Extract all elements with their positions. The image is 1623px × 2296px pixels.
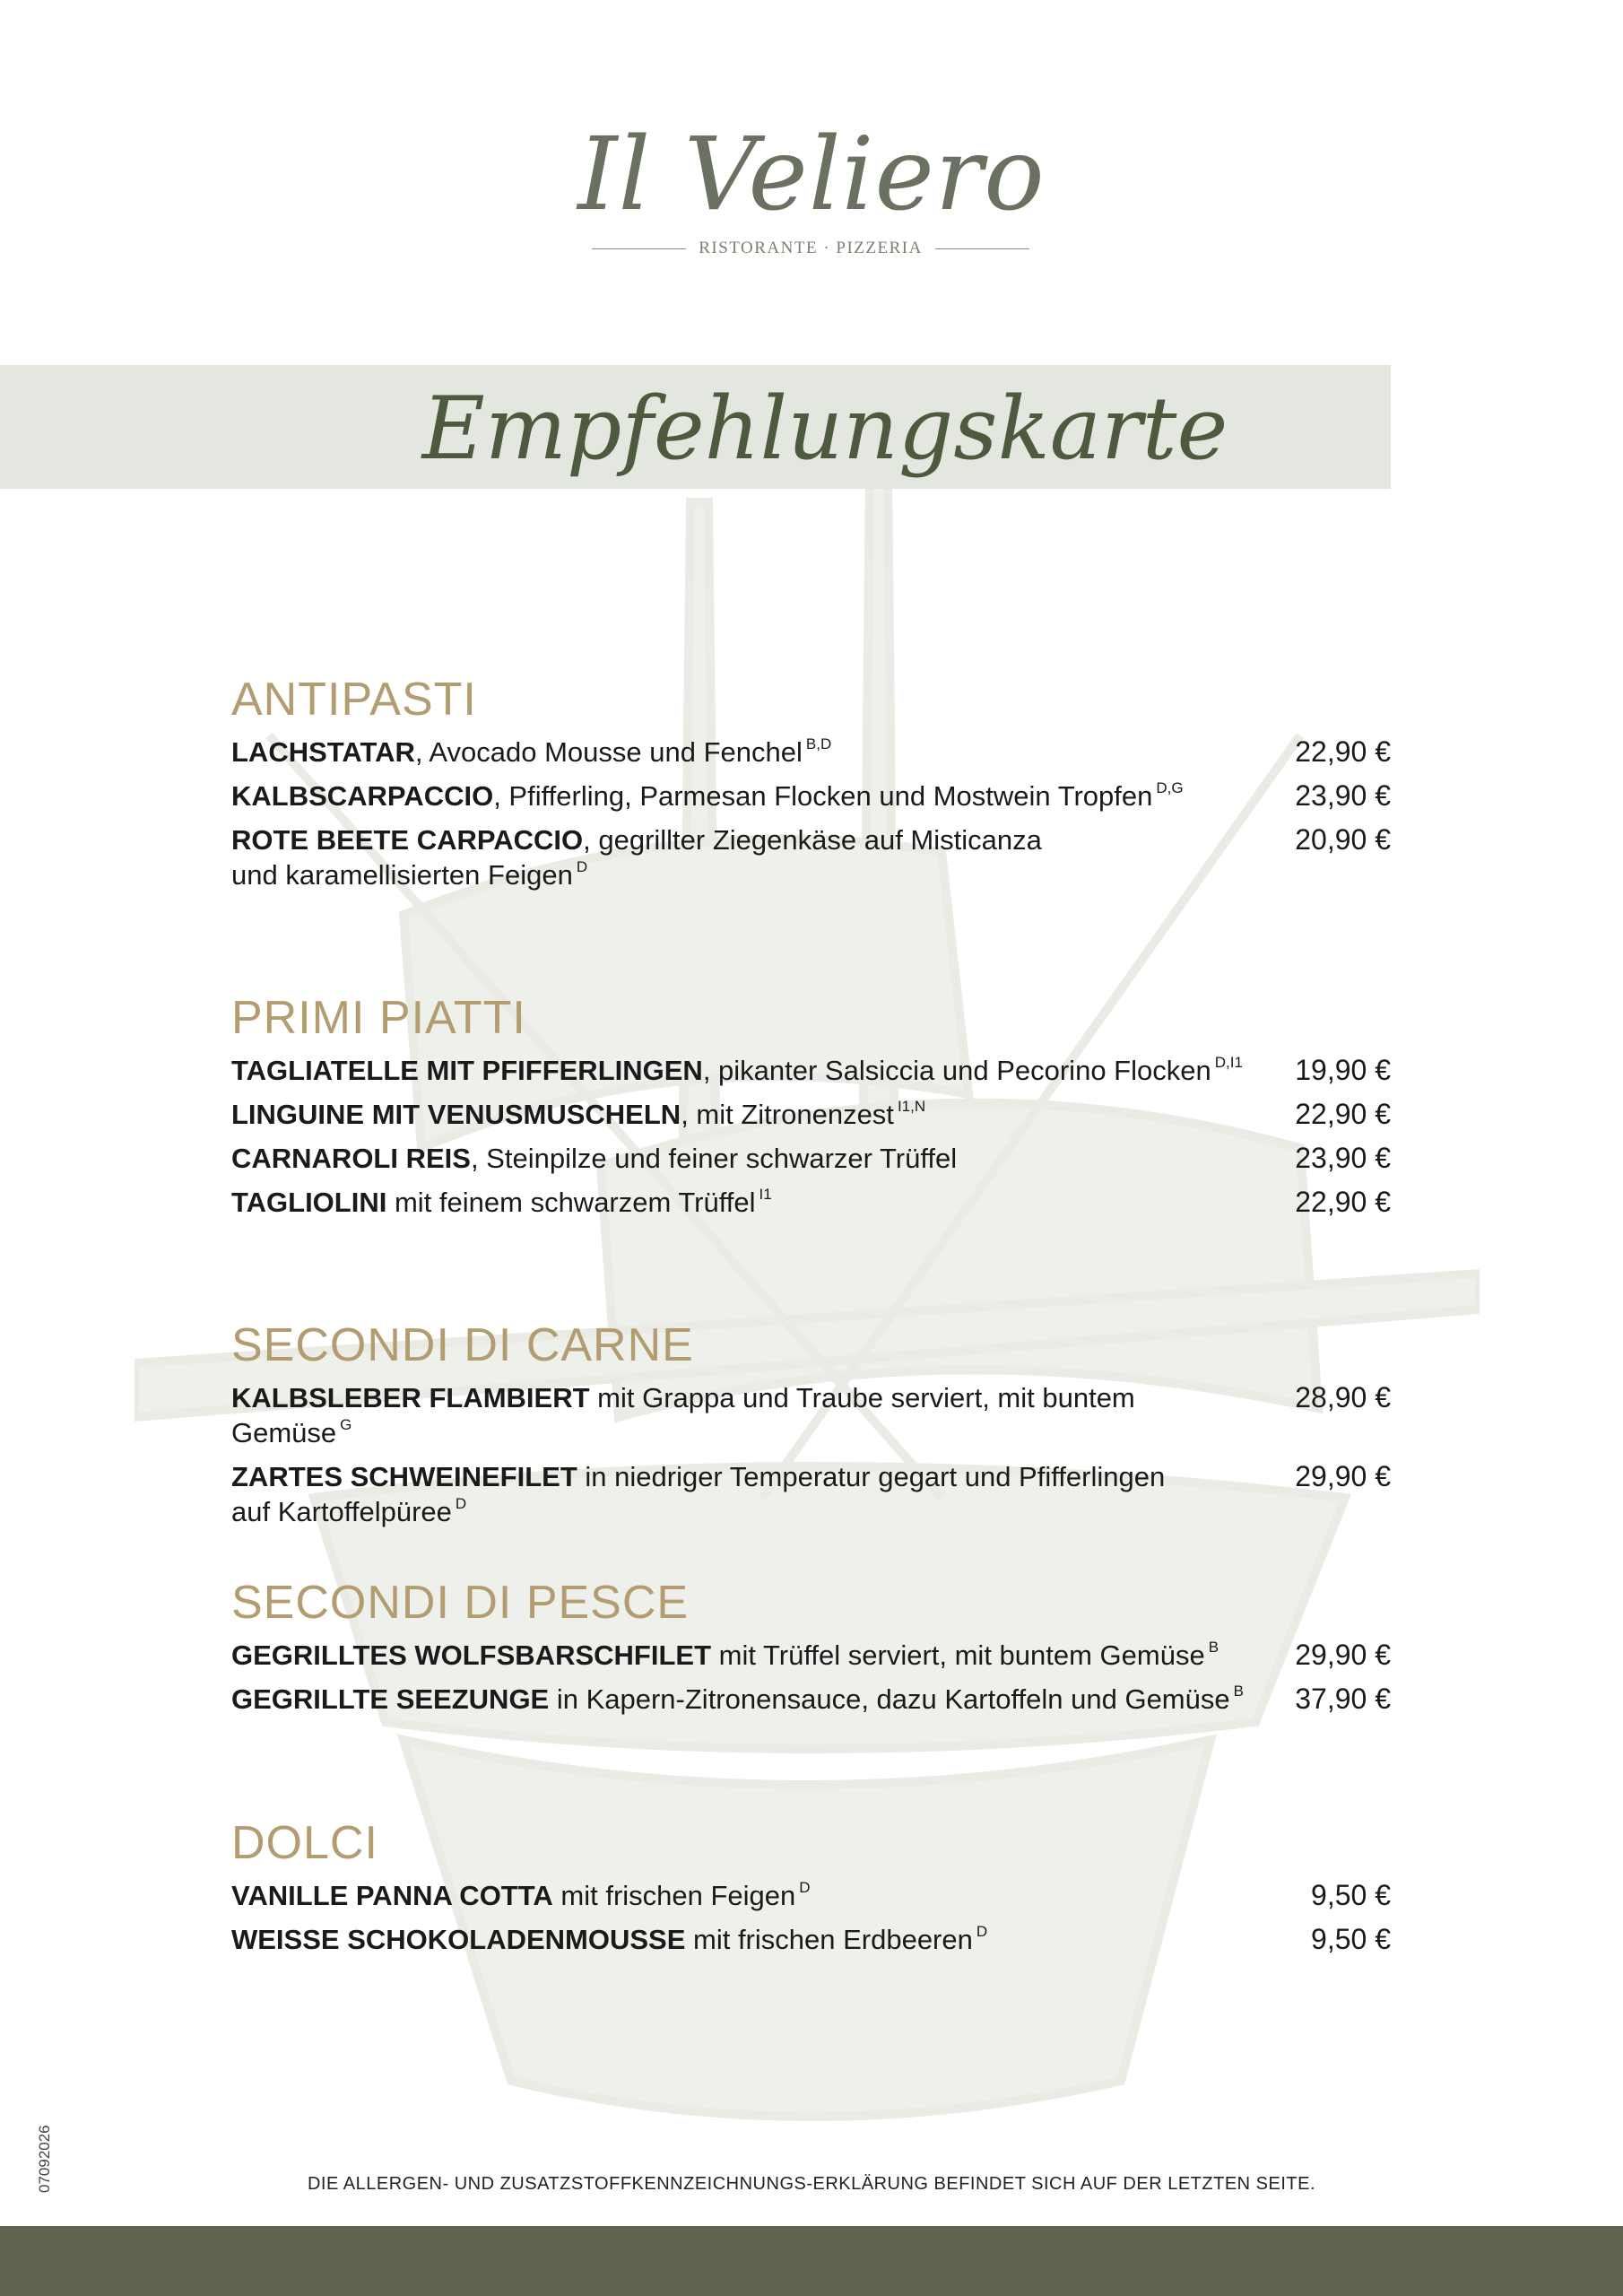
menu-item-list: [231, 1878, 1391, 1957]
menu-item-list: [231, 1638, 1391, 1717]
menu-item: [231, 822, 1391, 892]
allergen-codes: B: [1208, 1639, 1219, 1656]
dish-description: mit frischen Feigen: [552, 1880, 796, 1911]
menu-item: [231, 735, 1391, 770]
menu-item: [231, 1185, 1391, 1220]
bottom-bar: [0, 2226, 1623, 2296]
dish-description: mit frischen Erdbeeren: [685, 1924, 973, 1955]
menu-item: [231, 1922, 1391, 1957]
menu-item-text: [231, 778, 1245, 813]
section-title: SECONDI DI CARNE: [231, 1319, 694, 1371]
dish-description: , Avocado Mousse und Fenchel: [414, 736, 803, 768]
menu-section: [231, 1314, 1391, 1538]
allergen-codes: B,D: [805, 735, 832, 752]
dish-description: mit Grappa und Traube serviert, mit buntem Gemüse: [231, 1382, 1135, 1448]
menu-item-text: [231, 1878, 1245, 1913]
allergen-codes: I1: [759, 1186, 772, 1203]
dish-price: 9,50 €: [1311, 1923, 1391, 1955]
menu-item-text: [231, 1682, 1245, 1717]
dish-price: 28,90 €: [1295, 1381, 1391, 1413]
allergen-codes: I1,N: [897, 1098, 926, 1115]
menu-section: [231, 1571, 1391, 1726]
menu-item-text: [231, 1185, 1245, 1220]
menu-item: [231, 1053, 1391, 1088]
menu-item: [231, 1459, 1391, 1529]
dish-price: 20,90 €: [1295, 823, 1391, 856]
menu-item-text: [231, 735, 1245, 770]
allergen-codes: D: [576, 858, 588, 875]
dish-description: , Pfifferling, Parmesan Flocken und Mostwein Tropfen: [493, 780, 1153, 812]
dish-description: , mit Zitronenzest: [681, 1099, 894, 1130]
menu-item: [231, 1380, 1391, 1450]
dish-name: ROTE BEETE CARPACCIO: [231, 824, 584, 856]
dish-name: KALBSLEBER FLAMBIERT: [231, 1382, 590, 1413]
restaurant-logo: [0, 117, 1623, 257]
logo-subtitle: RISTORANTE · PIZZERIA: [699, 239, 923, 257]
dish-price: 9,50 €: [1311, 1879, 1391, 1911]
dish-price: 22,90 €: [1295, 1186, 1391, 1218]
dish-name: LACHSTATAR: [231, 736, 415, 768]
menu-item: [231, 1097, 1391, 1132]
banner-title: Empfehlungskarte: [421, 378, 1228, 479]
dish-name: VANILLE PANNA COTTA: [231, 1880, 553, 1911]
dish-name: LINGUINE MIT VENUSMUSCHELN: [231, 1099, 681, 1130]
dish-name: WEISSE SCHOKOLADENMOUSSE: [231, 1924, 686, 1955]
allergen-codes: D: [976, 1923, 988, 1940]
menu-item-text: [231, 1922, 1245, 1957]
dish-name: ZARTES SCHWEINEFILET: [231, 1461, 577, 1492]
dish-price: 37,90 €: [1295, 1683, 1391, 1715]
dish-name: TAGLIATELLE MIT PFIFFERLINGEN: [231, 1055, 703, 1086]
allergen-codes: D: [799, 1879, 811, 1896]
menu-item-text: [231, 1638, 1245, 1673]
menu-item-text: [231, 1141, 1245, 1176]
logo-name: Il Veliero: [577, 117, 1046, 233]
menu-item-text: [231, 822, 1245, 892]
dish-price: 23,90 €: [1295, 1142, 1391, 1174]
allergen-codes: D: [455, 1495, 467, 1512]
dish-price: 29,90 €: [1295, 1639, 1391, 1671]
section-title: ANTIPASTI: [231, 674, 477, 726]
menu-section: [231, 668, 1391, 901]
dish-description: , gegrillter Ziegenkäse auf Misticanza: [583, 824, 1042, 856]
divider: [935, 248, 1029, 249]
dish-description-continued: und karamellisierten Feigen: [231, 859, 573, 891]
dish-price: 29,90 €: [1295, 1460, 1391, 1492]
dish-price: 22,90 €: [1295, 735, 1391, 768]
dish-name: GEGRILLTES WOLFSBARSCHFILET: [231, 1639, 712, 1671]
divider: [592, 248, 686, 249]
dish-description: mit Trüffel serviert, mit buntem Gemüse: [711, 1639, 1205, 1671]
dish-price: 23,90 €: [1295, 779, 1391, 812]
menu-item: [231, 1682, 1391, 1717]
allergen-codes: D,G: [1156, 779, 1184, 796]
dish-description-continued: auf Kartoffelpüree: [231, 1496, 452, 1527]
banner-band: [0, 365, 1391, 489]
menu-item-text: [231, 1380, 1245, 1450]
dish-description: mit feinem schwarzem Trüffel: [386, 1187, 756, 1218]
allergen-codes: D,I1: [1214, 1054, 1243, 1071]
menu-item-text: [231, 1459, 1245, 1529]
dish-description: in Kapern-Zitronensauce, dazu Kartoffeln und Gemüse: [549, 1683, 1230, 1715]
section-title: PRIMI PIATTI: [231, 992, 526, 1044]
allergen-codes: G: [340, 1416, 352, 1433]
menu-item-text: [231, 1097, 1245, 1132]
menu-item-text: [231, 1053, 1245, 1088]
menu-item: [231, 1141, 1391, 1176]
allergen-codes: B: [1233, 1683, 1244, 1700]
menu-section: [231, 1812, 1391, 1966]
menu-item: [231, 1878, 1391, 1913]
document-code: 07092026: [36, 2125, 53, 2193]
dish-price: 22,90 €: [1295, 1098, 1391, 1130]
menu-section: [231, 987, 1391, 1229]
section-title: SECONDI DI PESCE: [231, 1577, 690, 1629]
dish-description: , pikanter Salsiccia und Pecorino Flocken: [702, 1055, 1211, 1086]
menu-item: [231, 778, 1391, 813]
dish-price: 19,90 €: [1295, 1054, 1391, 1086]
menu-item: [231, 1638, 1391, 1673]
dish-name: TAGLIOLINI: [231, 1187, 387, 1218]
allergen-footnote: DIE ALLERGEN- UND ZUSATZSTOFFKENNZEICHNUNGS-ERKLÄRUNG BEFINDET SICH AUF DER LETZTEN SEITE.: [307, 2174, 1316, 2194]
dish-name: CARNAROLI REIS: [231, 1143, 471, 1174]
dish-name: KALBSCARPACCIO: [231, 780, 494, 812]
menu-item-list: [231, 1053, 1391, 1220]
dish-name: GEGRILLTE SEEZUNGE: [231, 1683, 550, 1715]
dish-description: in niedriger Temperatur gegart und Pfifferlingen: [577, 1461, 1166, 1492]
logo-subtitle-row: [592, 239, 1029, 258]
menu-item-list: [231, 735, 1391, 892]
dish-description: , Steinpilze und feiner schwarzer Trüffel: [470, 1143, 958, 1174]
menu-item-list: [231, 1380, 1391, 1529]
section-title: DOLCI: [231, 1817, 378, 1869]
